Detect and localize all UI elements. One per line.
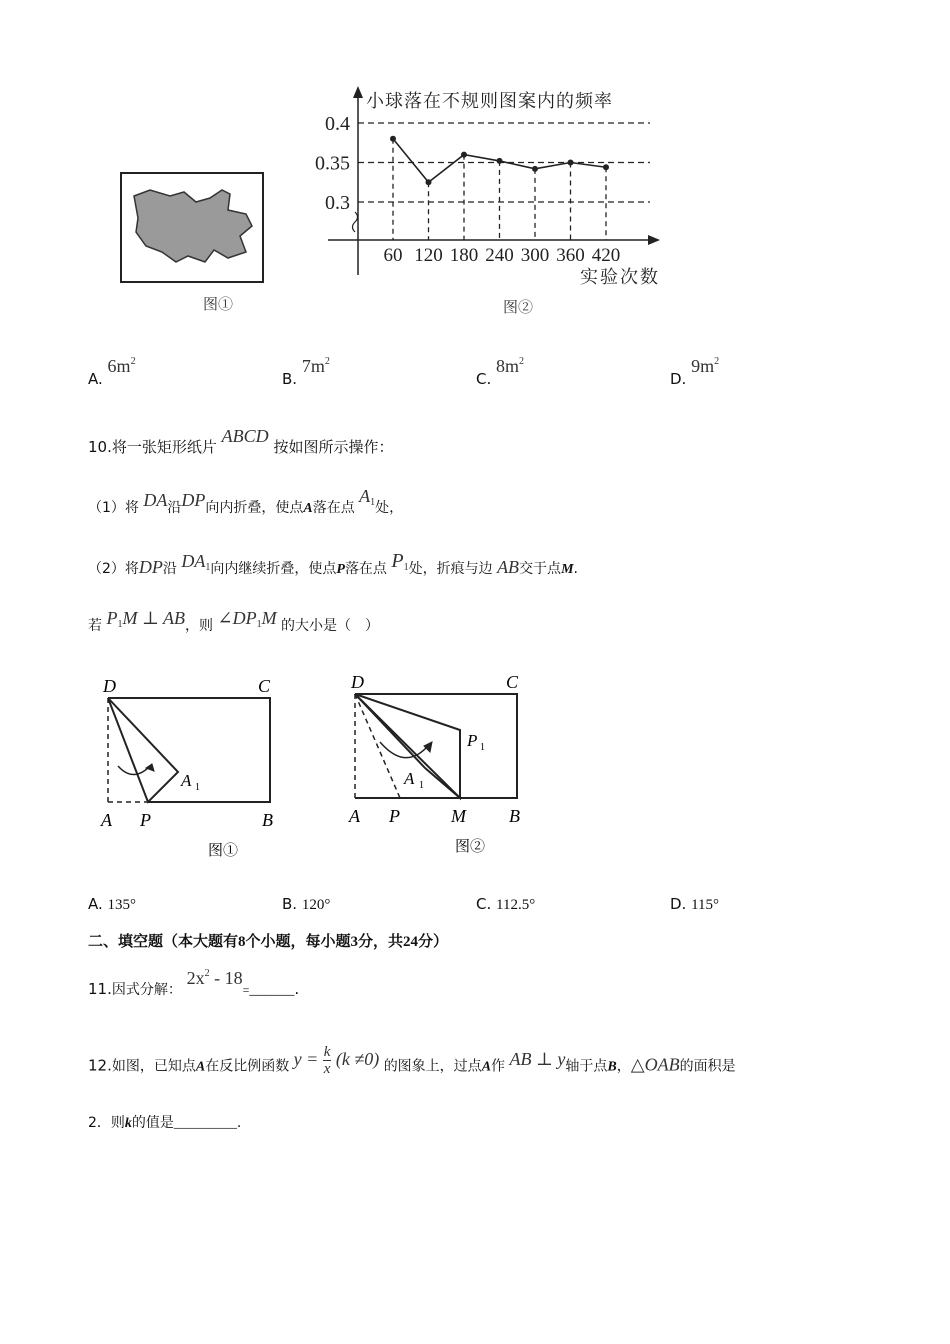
svg-text:图②: 图② — [455, 839, 486, 855]
svg-text:C: C — [258, 676, 271, 696]
data-point — [497, 158, 503, 164]
x-axis-arrow — [648, 235, 660, 245]
x-tick-label: 60 — [383, 245, 403, 266]
data-point — [532, 166, 538, 172]
q10-figures — [0, 660, 950, 870]
y-tick-label: 0.4 — [325, 113, 350, 135]
y-axis-title: 小球落在不规则图案内的频率 — [366, 91, 613, 112]
fold-figure-2 — [348, 672, 520, 855]
svg-text:1: 1 — [419, 780, 424, 791]
fig2-caption: 图② — [503, 300, 534, 316]
y-tick-label: 0.35 — [315, 152, 350, 175]
svg-text:A: A — [404, 769, 415, 788]
svg-text:P: P — [389, 806, 400, 826]
fig1-caption: 图① — [203, 297, 234, 313]
q12-line1: 12.如图，已知点A在反比例函数 y = $\frac{k}{x}$ (k ≠0) 的图象上，过点A作 AB ⊥ y轴于点B，△OAB的面积是 — [88, 1044, 736, 1077]
svg-text:1: 1 — [195, 782, 200, 793]
q10-option-d[interactable]: D. 115° — [670, 895, 720, 913]
top-figure — [0, 70, 950, 330]
svg-text:D: D — [351, 672, 364, 692]
data-point — [461, 152, 467, 158]
q10-condition: 若 $P_1M$ ⊥ AB，则 $\angle DP_1M$ 的大小是（ ） — [88, 608, 380, 634]
axis-break — [353, 212, 358, 232]
data-point — [390, 136, 396, 142]
y-axis-arrow — [353, 86, 363, 98]
x-tick-label: 240 — [485, 245, 514, 266]
data-point — [603, 164, 609, 170]
data-point — [426, 179, 432, 185]
q10-option-a[interactable]: A. 135° — [88, 895, 137, 913]
y-tick-label: 0.3 — [325, 192, 350, 214]
svg-text:P: P — [467, 731, 478, 750]
svg-text:C: C — [506, 672, 519, 692]
svg-text:A: A — [101, 810, 112, 830]
svg-text:P: P — [140, 810, 151, 830]
x-tick-label: 120 — [414, 245, 443, 266]
q12-line2: 2．则k的值是_________. — [88, 1115, 242, 1131]
section2-title: 二、填空题（本大题有8个小题，每小题3分，共24分） — [88, 932, 449, 950]
svg-text:B: B — [509, 806, 520, 826]
q10-option-c[interactable]: C. 112.5° — [476, 895, 536, 913]
svg-text:1: 1 — [480, 742, 485, 753]
q9-option-a[interactable]: A. $6m^2$ — [88, 356, 136, 388]
x-tick-label: 360 — [556, 245, 585, 266]
irregular-shape — [134, 190, 252, 262]
q11-answer-blank[interactable]: ______ — [249, 982, 295, 998]
frequency-chart — [315, 86, 660, 288]
x-tick-label: 180 — [449, 245, 479, 266]
svg-text:B: B — [262, 810, 273, 830]
q10-stem: 10.将一张矩形纸片 ABCD 按如图所示操作： — [88, 426, 394, 456]
svg-text:D: D — [103, 676, 116, 696]
q10-step2: （2）将DP沿 $DA_1$向内继续折叠，使点P落在点 $P_1$处，折痕与边 AB交于点M. — [88, 550, 578, 577]
svg-text:M: M — [451, 806, 466, 826]
q10-option-b[interactable]: B. 120° — [282, 895, 331, 913]
fold-figure-1 — [100, 676, 273, 859]
q9-option-c[interactable]: C. $8m^2$ — [476, 356, 525, 388]
svg-text:A: A — [181, 771, 192, 790]
x-axis-title: 实验次数 — [580, 267, 660, 288]
q11: 11.因式分解： $2x^2$ - 18=______. — [88, 968, 300, 998]
svg-text:A: A — [349, 806, 360, 826]
svg-text:图①: 图① — [208, 843, 239, 859]
data-point — [568, 160, 574, 166]
q9-option-b[interactable]: B. $7m^2$ — [282, 356, 330, 388]
q9-option-d[interactable]: D. $9m^2$ — [670, 356, 720, 388]
q10-step1: （1）将 DA沿DP向内折叠，使点A落在点 $A_1$处， — [88, 486, 404, 516]
x-tick-label: 300 — [520, 245, 550, 266]
x-tick-label: 420 — [591, 245, 621, 266]
q12-answer-blank[interactable]: _________ — [173, 1116, 237, 1131]
